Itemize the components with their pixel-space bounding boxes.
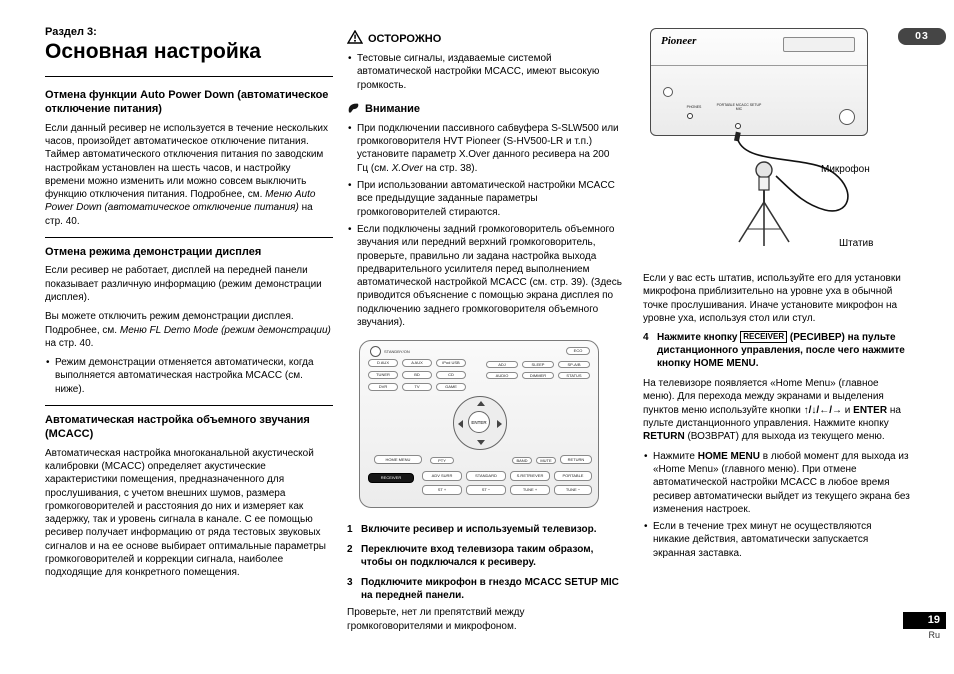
bullet-text: Если в течение трех минут не осуществляются никакие действия, автоматически запускается экранная заставка. [653,521,872,559]
section-heading: Автоматическая настройка объемного звучания (MCACC) [45,414,310,441]
bullet-item [347,179,623,219]
section-demo-mode [45,237,333,396]
remote-bottom-button: TUNE − [554,485,592,495]
remote-input-button: D AUX [368,359,398,367]
dpad-right-icon [497,420,502,428]
step-note: Проверьте, нет ли препятствий между громкоговорителями и микрофоном. [347,607,525,632]
step-text [657,331,911,370]
remote-input-button: GAME [436,383,466,391]
section-auto-power-down [45,88,333,228]
section-heading: Отмена функции Auto Power Down (автоматическое отключение питания) [45,89,329,116]
section-mcacc [45,405,333,580]
remote-input-button: A AUX [402,359,432,367]
step-text [361,576,623,602]
step-text-part: Подключите микрофон в гнездо [361,577,525,589]
note-icon [347,102,360,117]
body-text: и [842,404,854,416]
bullet-text: Нажмите [653,450,698,462]
bullet-text: на стр. 38). [422,162,478,174]
step-text: Включите ресивер и используемый телевизор. [361,524,597,536]
enter-key-label: ENTER [853,404,888,416]
jack-name: MCACC SETUP MIC [524,577,619,589]
bullet-item [347,223,623,329]
dpad-up-icon [477,401,485,406]
caution-header [347,30,623,47]
step-text-part: на передней панели. [361,590,465,602]
body-text: Если данный ресивер не используется в течение нескольких часов, произойдет автоматическое отключение питания. Таймер автоматического отключения питания по заводским настройкам установлен на шесть часов, и настройку времени можно изменить или можно совсем выключить функцию отключения питания. Подробнее, см. [45,122,328,201]
remote-small-button: AUDIO [486,372,518,379]
body-text: на стр. 40. [45,337,94,349]
bullet-text: При подключении пассивного сабвуфера S-SLW500 или громкоговорителя HVT Pioneer (S-HV500-LR и т.п.) установите параметр X.Over данного ресивера на 200 Гц (см. [357,122,619,174]
brand-logo: Pioneer [661,35,697,47]
remote-input-button: DVR [368,383,398,391]
tripod-label: Штатив [839,238,874,249]
body-text: на пульте дистанционного управления. Нажмите кнопку [643,404,901,430]
remote-input-button: iPod USB [436,359,466,367]
step-number: 4 [643,332,649,344]
chapter-badge: 03 [898,28,946,45]
section-kicker: Раздел 3: [45,26,97,38]
remote-pty-button: PTY [430,457,454,464]
bullet-text: При использовании автоматической настройки MCACC все предыдущие заданные параметры громкоговорителей стираются. [357,180,615,218]
remote-bottom-button: ST − [466,485,506,495]
remote-mute-button: MUTE [536,457,556,464]
remote-return-button: RETURN [560,455,592,464]
remote-bottom-button: ST + [422,485,462,495]
section-body: Если ресивер не работает, дисплей на передней панели показывает различную информацию (режим демонстрации дисплея). [45,265,322,303]
receiver-keycap: RECEIVER [740,331,787,343]
bullet-text: в любой момент для выхода из «Home Menu» (главного меню). При отмене автоматической настройки MCACC в любое время ресивер автоматически выйдет из текущего экрана без изменения настроек. [653,450,910,515]
section-body [45,310,333,350]
remote-small-button: STATUS [558,372,590,379]
menu-reference: Меню Auto Power Down (автоматическое отключение питания) [45,189,316,214]
warning-icon [347,30,363,47]
mic-placement-note: Если у вас есть штатив, используйте его для установки микрофона приблизительно на уровне уха в обычной точке прослушивания. Иначе установите микрофон на уровне уха, используя стол или стул. [643,273,901,324]
remote-bottom-button: TUNE + [510,485,550,495]
step-number: 3 [347,577,353,589]
bullet-text: Если подключены задний громкоговоритель объемного звучания или передний верхний громкоговоритель, проверьте, правильно ли задана настройка выхода предварительного усилителя перед выполнением автоматической настройкой MCACC (см. стр. 39). (Здесь приводится объяснение с помощью экрана дисплея по подключению заднего громкоговорителя объемного звучания). [357,223,622,329]
page-title: Основная настройка [45,40,333,77]
step-number: 2 [347,544,353,556]
important-header [347,102,623,117]
cable-and-tripod-drawing [643,24,945,270]
remote-control-figure [349,337,613,513]
step-1 [347,523,623,536]
remote-input-button: TV [402,383,432,391]
bullet-item [643,520,911,560]
right-column [643,272,911,564]
remote-bottom-button: S.RETRIEVER [510,471,550,481]
home-menu-key-label: HOME MENU [697,450,760,462]
bullet-item [347,122,623,175]
step-text-part: Нажмите кнопку [657,332,741,344]
remote-input-button: CD [436,371,466,379]
microphone-label: Микрофон [821,164,870,175]
section-body [45,122,333,228]
phones-label: PHONES [686,104,702,109]
remote-body [359,340,599,508]
body-text: На телевизоре появляется «Home Menu» (главное меню). Для перехода между экранами и выделения пунктов меню используйте кнопки [643,378,884,416]
section-heading: Отмена режима демонстрации дисплея [45,246,262,259]
return-key-label: RETURN [643,431,685,443]
remote-power-label: STANDBY/ON [384,349,410,355]
dpad-down-icon [477,440,485,445]
remote-enter-button: ENTER [468,411,490,433]
arrow-keys-label: ↑/↓/←/→ [803,404,842,416]
bullet-item [347,52,623,92]
step-3 [347,576,623,602]
menu-reference: X.Over [391,162,423,174]
page-language: Ru [928,630,940,640]
bullet-text: Тестовые сигналы, издаваемые системой автоматической настройки MCACC, имеют высокую громкость. [357,53,600,91]
step-4 [643,331,911,370]
body-text: Вы можете отключить режим демонстрации дисплея. Подробнее, см. [45,311,294,336]
remote-small-button: SP-A/B [558,361,590,368]
body-text: на стр. 40. [45,202,313,227]
body-text: (ВОЗВРАТ) для выхода из текущего меню. [684,431,885,443]
remote-eco-button: ECO [566,347,590,355]
remote-home-menu-button: HOME MENU [374,455,422,464]
page-number: 19 [903,612,946,629]
remote-input-button: TUNER [368,371,398,379]
remote-small-button: ADJ [486,361,518,368]
step-2 [347,543,623,569]
bullet-text: Режим демонстрации отменяется автоматически, когда выполняется автоматическая настройка MCACC (см. ниже). [55,357,314,395]
remote-bottom-button: ADV SURR [422,471,462,481]
bullet-item [643,450,911,516]
remote-bottom-button: STANDARD [466,471,506,481]
middle-column [347,26,623,640]
menu-reference: Меню FL Demo Mode (режим демонстрации) [119,324,331,336]
home-menu-note [643,377,911,443]
remote-dpad [453,396,507,450]
section-body: Автоматическая настройка многоканальной акустической калибровки (MCACC) определяет акустические характеристики помещения, предназначенного для прослушивания, с учетом внешних шумов, размера громкоговорителей и расстояния до них и измеряет как задержку, так и уровень сигнала в канале. С ее помощью ресивер получает информацию от ряда тестовых звуковых сигналов и на ее основе выбирает оптимальные параметры громкоговорителей и коррекции сигнала, наиболее подходящие для конкретного помещения. [45,447,326,579]
remote-bottom-button: PORTABLE [554,471,592,481]
dpad-left-icon [458,420,463,428]
remote-band-button: BAND [512,457,532,464]
step-text-part: (РЕСИВЕР) на пульте дистанционного управления, после чего нажмите кнопку HOME MENU. [657,332,905,370]
caution-title: ОСТОРОЖНО [368,32,442,45]
setup-figure [643,24,945,270]
remote-receiver-button: RECEIVER [368,473,414,483]
bullet-item [45,356,333,396]
step-text: Переключите вход телевизора таким образом, чтобы он подключался к ресиверу. [361,544,594,569]
remote-power-button [370,346,381,357]
mcacc-jack-label: PORTABLE MCACC SETUP MIC [716,102,762,111]
remote-small-button: DIMMER [522,372,554,379]
important-title: Внимание [365,103,420,116]
remote-input-button: BD [402,371,432,379]
step-number: 1 [347,524,353,536]
left-column [45,26,333,586]
remote-small-button: SLEEP [522,361,554,368]
